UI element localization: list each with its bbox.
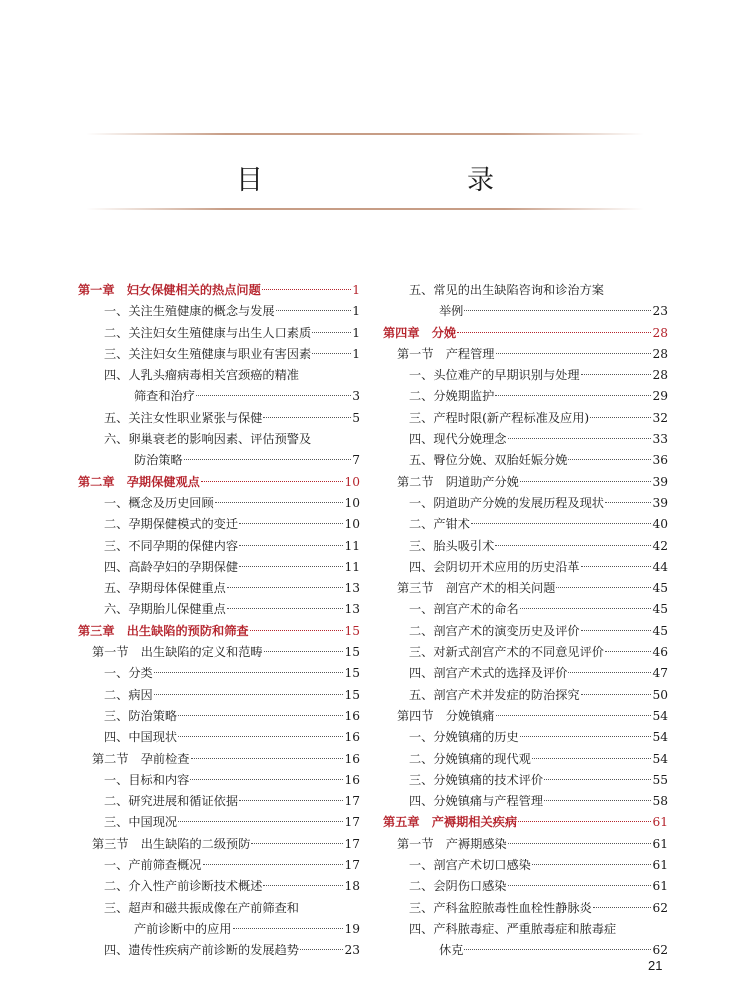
toc-leader-dots [568, 459, 651, 460]
toc-item-continuation[interactable] [383, 301, 668, 322]
toc-entry-text: 一、头位难产的早期识别与处理 [409, 368, 580, 383]
toc-item-continuation[interactable] [78, 919, 360, 940]
toc-page-number: 17 [344, 794, 360, 809]
toc-page-number: 7 [352, 453, 360, 468]
toc-page-number: 11 [344, 538, 360, 553]
toc-leader-dots [215, 502, 344, 503]
toc-page-number: 17 [344, 815, 360, 830]
toc-entry-text: 举例 [439, 304, 464, 319]
toc-leader-dots [464, 949, 651, 950]
toc-leader-dots [520, 608, 652, 609]
toc-page-number: 44 [652, 559, 668, 574]
toc-section[interactable] [383, 834, 668, 855]
toc-entry-text: 一、阴道助产分娩的发展历程及现状 [409, 495, 604, 510]
toc-item[interactable] [78, 557, 360, 578]
toc-page-number: 54 [652, 708, 668, 723]
toc-leader-dots [312, 353, 351, 354]
toc-leader-dots [191, 758, 344, 759]
toc-leader-dots [457, 332, 651, 333]
toc-entry-text: 四、中国现状 [104, 730, 178, 745]
toc-page-number: 28 [652, 346, 668, 361]
toc-leader-dots [496, 715, 652, 716]
top-rule [86, 133, 644, 135]
toc-page-number: 36 [652, 453, 668, 468]
toc-item[interactable] [383, 514, 668, 535]
toc-leader-dots [590, 417, 651, 418]
toc-entry-text: 第三节 出生缺陷的二级预防 [92, 836, 251, 851]
toc-leader-dots [605, 502, 651, 503]
toc-page-number: 10 [344, 474, 360, 489]
toc-entry-text: 二、剖宫产术的演变历史及评价 [409, 623, 580, 638]
toc-leader-dots [300, 949, 343, 950]
toc-leader-dots [233, 928, 344, 929]
toc-item[interactable] [383, 919, 668, 940]
toc-page-number: 55 [652, 772, 668, 787]
toc-item[interactable] [78, 323, 360, 344]
toc-item[interactable] [383, 557, 668, 578]
toc-leader-dots [239, 800, 343, 801]
toc-page-number: 16 [344, 708, 360, 723]
toc-page-number: 42 [652, 538, 668, 553]
toc-leader-dots [495, 545, 651, 546]
toc-leader-dots [262, 289, 351, 290]
toc-entry-text: 三、超声和磁共振成像在产前筛查和 [104, 900, 299, 915]
toc-page-number: 62 [652, 900, 668, 915]
toc-chapter[interactable] [78, 621, 360, 642]
toc-item[interactable] [78, 812, 360, 833]
toc-item[interactable] [78, 514, 360, 535]
toc-leader-dots [581, 566, 652, 567]
toc-item[interactable] [78, 301, 360, 322]
toc-entry-text: 四、会阴切开术应用的历史沿革 [409, 559, 580, 574]
toc-entry-text: 二、关注妇女生殖健康与出生人口素质 [104, 325, 312, 340]
toc-page-number: 46 [652, 645, 668, 660]
toc-page-number: 54 [652, 730, 668, 745]
toc-item[interactable] [78, 344, 360, 365]
toc-leader-dots [203, 864, 344, 865]
toc-leader-dots [556, 587, 651, 588]
toc-entry-text: 三、胎头吸引术 [409, 538, 495, 553]
toc-leader-dots [263, 417, 351, 418]
toc-item[interactable] [78, 791, 360, 812]
toc-entry-text: 四、现代分娩理念 [409, 432, 507, 447]
toc-section[interactable] [383, 706, 668, 727]
toc-page-number: 23 [652, 304, 668, 319]
toc-leader-dots [276, 310, 352, 311]
toc-entry-text: 五、孕期母体保健重点 [104, 581, 226, 596]
toc-leader-dots [464, 310, 651, 311]
toc-item[interactable] [78, 685, 360, 706]
toc-page-number: 18 [344, 879, 360, 894]
toc-leader-dots [532, 758, 652, 759]
toc-entry-text: 第一节 产褥期感染 [397, 836, 507, 851]
toc-page-number: 13 [344, 602, 360, 617]
page-number: 21 [648, 958, 663, 973]
toc-page-number: 1 [352, 283, 360, 297]
toc-entry-text: 二、产钳术 [409, 517, 470, 532]
toc-entry-text: 产前诊断中的应用 [134, 921, 232, 936]
toc-item[interactable] [383, 855, 668, 876]
toc-leader-dots [184, 459, 351, 460]
toc-page-number: 1 [352, 325, 360, 340]
toc-entry-text: 四、剖宫产术式的选择及评价 [409, 666, 568, 681]
toc-leader-dots [544, 779, 651, 780]
toc-leader-dots [178, 715, 343, 716]
toc-leader-dots [520, 481, 652, 482]
toc-page-number: 32 [652, 410, 668, 425]
toc-item[interactable] [383, 280, 668, 301]
toc-page-number: 62 [652, 943, 668, 958]
toc-item[interactable] [383, 386, 668, 407]
toc-leader-dots [495, 395, 651, 396]
toc-leader-dots [251, 843, 343, 844]
toc-entry-text: 第一章 妇女保健相关的热点问题 [78, 283, 261, 297]
toc-entry-text: 二、分娩镇痛的现代观 [409, 751, 531, 766]
toc-entry-text: 一、分娩镇痛的历史 [409, 730, 519, 745]
toc-entry-text: 四、人乳头瘤病毒相关宫颈癌的精准 [104, 368, 299, 383]
toc-item-continuation[interactable] [78, 386, 360, 407]
toc-item[interactable] [78, 855, 360, 876]
toc-entry-text: 筛查和治疗 [134, 389, 195, 404]
toc-item[interactable] [383, 408, 668, 429]
toc-page-number: 19 [344, 921, 360, 936]
toc-entry-text: 三、产程时限(新产程标准及应用) [409, 410, 590, 425]
toc-item-continuation[interactable] [78, 450, 360, 471]
toc-left-column [78, 280, 360, 962]
toc-entry-text: 一、目标和内容 [104, 772, 190, 787]
toc-item[interactable] [383, 770, 668, 791]
toc-entry-text: 三、不同孕期的保健内容 [104, 538, 239, 553]
toc-leader-dots [178, 821, 343, 822]
toc-item[interactable] [383, 621, 668, 642]
toc-entry-text: 二、研究进展和循证依据 [104, 794, 239, 809]
toc-page-number: 17 [344, 836, 360, 851]
toc-item[interactable] [78, 365, 360, 386]
toc-entry-text: 二、会阴伤口感染 [409, 879, 507, 894]
toc-page-number: 10 [344, 517, 360, 532]
toc-page-number: 1 [352, 346, 360, 361]
toc-entry-text: 休克 [439, 943, 464, 958]
toc-page-number: 15 [344, 623, 360, 638]
toc-page-number: 45 [652, 623, 668, 638]
toc-leader-dots [154, 694, 344, 695]
toc-page-number: 13 [344, 581, 360, 596]
toc-page-number: 16 [344, 751, 360, 766]
toc-entry-text: 第二章 孕期保健观点 [78, 474, 200, 489]
toc-section[interactable] [78, 749, 360, 770]
toc-page-number: 29 [652, 389, 668, 404]
toc-page-number: 54 [652, 751, 668, 766]
toc-entry-text: 三、分娩镇痛的技术评价 [409, 772, 544, 787]
toc-page-number: 33 [652, 432, 668, 447]
toc-page-number: 15 [344, 666, 360, 681]
toc-entry-text: 二、分娩期监护 [409, 389, 495, 404]
toc-entry-text: 第二节 孕前检查 [92, 751, 190, 766]
toc-entry-text: 六、卵巢衰老的影响因素、评估预警及 [104, 432, 312, 447]
toc-item[interactable] [383, 599, 668, 620]
toc-leader-dots [518, 821, 651, 822]
toc-page-number: 61 [652, 879, 668, 894]
toc-entry-text: 三、关注妇女生殖健康与职业有害因素 [104, 346, 312, 361]
toc-item[interactable] [383, 876, 668, 897]
toc-leader-dots [581, 630, 652, 631]
toc-page-number: 5 [352, 410, 360, 425]
toc-item[interactable] [78, 599, 360, 620]
toc-entry-text: 三、对新式剖宫产术的不同意见评价 [409, 645, 604, 660]
toc-leader-dots [581, 694, 652, 695]
toc-leader-dots [201, 481, 344, 482]
toc-page-number: 15 [344, 645, 360, 660]
toc-entry-text: 第二节 阴道助产分娩 [397, 474, 519, 489]
bottom-rule [86, 208, 644, 210]
toc-item[interactable] [78, 578, 360, 599]
toc-entry-text: 四、分娩镇痛与产程管理 [409, 794, 544, 809]
toc-leader-dots [227, 608, 344, 609]
toc-item[interactable] [78, 663, 360, 684]
toc-page-number: 40 [652, 517, 668, 532]
toc-page-number: 3 [352, 389, 360, 404]
toc-page-number: 39 [652, 495, 668, 510]
toc-leader-dots [178, 736, 343, 737]
toc-leader-dots [263, 885, 343, 886]
toc-page-number: 47 [652, 666, 668, 681]
toc-page-number: 1 [352, 304, 360, 319]
toc-page-number: 45 [652, 581, 668, 596]
toc-leader-dots [496, 353, 652, 354]
toc-right-column [383, 280, 668, 962]
toc-section[interactable] [78, 642, 360, 663]
toc-item[interactable] [78, 493, 360, 514]
toc-entry-text: 三、防治策略 [104, 708, 178, 723]
toc-page-number: 11 [344, 559, 360, 574]
toc-item[interactable] [78, 408, 360, 429]
toc-leader-dots [239, 545, 343, 546]
toc-section[interactable] [78, 834, 360, 855]
toc-section[interactable] [383, 472, 668, 493]
toc-page-number: 23 [344, 943, 360, 958]
toc-chapter[interactable] [383, 812, 668, 833]
toc-leader-dots [312, 332, 351, 333]
toc-leader-dots [544, 800, 651, 801]
toc-entry-text: 五、常见的出生缺陷咨询和诊治方案 [409, 283, 604, 297]
toc-page-number: 28 [652, 325, 668, 340]
toc-page-number: 50 [652, 687, 668, 702]
toc-page-number: 61 [652, 836, 668, 851]
toc-leader-dots [508, 843, 652, 844]
toc-item[interactable] [383, 429, 668, 450]
toc-page-number: 61 [652, 815, 668, 830]
toc-item[interactable] [383, 365, 668, 386]
toc-chapter[interactable] [78, 472, 360, 493]
toc-leader-dots [196, 395, 351, 396]
toc-leader-dots [250, 630, 344, 631]
toc-leader-dots [508, 885, 652, 886]
toc-entry-text: 第五章 产褥期相关疾病 [383, 815, 518, 830]
toc-entry-text: 一、剖宫产术切口感染 [409, 858, 531, 873]
toc-item[interactable] [383, 536, 668, 557]
toc-chapter[interactable] [383, 323, 668, 344]
toc-item-continuation[interactable] [383, 940, 668, 961]
toc-leader-dots [264, 651, 344, 652]
toc-item[interactable] [78, 429, 360, 450]
toc-item[interactable] [78, 536, 360, 557]
toc-item[interactable] [383, 450, 668, 471]
toc-leader-dots [227, 587, 344, 588]
toc-entry-text: 第三章 出生缺陷的预防和筛查 [78, 623, 249, 638]
toc-page-number: 61 [652, 858, 668, 873]
toc-entry-text: 三、中国现况 [104, 815, 178, 830]
toc-entry-text: 第四章 分娩 [383, 325, 457, 340]
toc-leader-dots [471, 523, 652, 524]
toc-entry-text: 四、高龄孕妇的孕期保健 [104, 559, 239, 574]
toc-entry-text: 五、臀位分娩、双胎妊娠分娩 [409, 453, 568, 468]
toc-entry-text: 第一节 产程管理 [397, 346, 495, 361]
toc-entry-text: 第三节 剖宫产术的相关问题 [397, 581, 556, 596]
toc-item[interactable] [78, 770, 360, 791]
toc-entry-text: 二、介入性产前诊断技术概述 [104, 879, 263, 894]
toc-item[interactable] [383, 642, 668, 663]
toc-item[interactable] [78, 940, 360, 961]
toc-leader-dots [190, 779, 343, 780]
toc-leader-dots [239, 566, 343, 567]
toc-page-number: 16 [344, 772, 360, 787]
toc-item[interactable] [383, 749, 668, 770]
toc-item[interactable] [78, 898, 360, 919]
toc-item[interactable] [383, 898, 668, 919]
toc-entry-text: 五、剖宫产术并发症的防治探究 [409, 687, 580, 702]
toc-leader-dots [593, 907, 652, 908]
toc-item[interactable] [383, 493, 668, 514]
toc-item[interactable] [383, 663, 668, 684]
toc-item[interactable] [383, 791, 668, 812]
toc-leader-dots [605, 651, 651, 652]
toc-page-number: 45 [652, 602, 668, 617]
toc-entry-text: 四、遗传性疾病产前诊断的发展趋势 [104, 943, 299, 958]
toc-leader-dots [581, 374, 652, 375]
toc-entry-text: 一、概念及历史回顾 [104, 495, 214, 510]
toc-page-number: 39 [652, 474, 668, 489]
toc-entry-text: 一、分类 [104, 666, 153, 681]
toc-entry-text: 第四节 分娩镇痛 [397, 708, 495, 723]
toc-entry-text: 二、病因 [104, 687, 153, 702]
toc-item[interactable] [78, 876, 360, 897]
toc-entry-text: 第一节 出生缺陷的定义和范畴 [92, 645, 263, 660]
toc-entry-text: 一、关注生殖健康的概念与发展 [104, 304, 275, 319]
toc-chapter[interactable] [78, 280, 360, 301]
toc-entry-text: 二、孕期保健模式的变迁 [104, 517, 239, 532]
page-title: 目 录 [236, 165, 544, 196]
toc-leader-dots [508, 438, 652, 439]
toc-page-number: 15 [344, 687, 360, 702]
toc-item[interactable] [383, 727, 668, 748]
toc-entry-text: 防治策略 [134, 453, 183, 468]
toc-page-number: 10 [344, 495, 360, 510]
toc-item[interactable] [383, 685, 668, 706]
toc-entry-text: 四、产科脓毒症、严重脓毒症和脓毒症 [409, 921, 617, 936]
toc-page-number: 16 [344, 730, 360, 745]
toc-item[interactable] [78, 727, 360, 748]
toc-leader-dots [520, 736, 652, 737]
toc-leader-dots [154, 672, 344, 673]
toc-section[interactable] [383, 578, 668, 599]
toc-item[interactable] [78, 706, 360, 727]
toc-page-number: 58 [652, 794, 668, 809]
toc-entry-text: 三、产科盆腔脓毒性血栓性静脉炎 [409, 900, 592, 915]
toc-entry-text: 一、产前筛查概况 [104, 858, 202, 873]
toc-entry-text: 六、孕期胎儿保健重点 [104, 602, 226, 617]
toc-entry-text: 五、关注女性职业紧张与保健 [104, 410, 263, 425]
toc-entry-text: 一、剖宫产术的命名 [409, 602, 519, 617]
toc-page-number: 28 [652, 368, 668, 383]
toc-leader-dots [239, 523, 343, 524]
toc-leader-dots [568, 672, 651, 673]
toc-leader-dots [532, 864, 652, 865]
toc-section[interactable] [383, 344, 668, 365]
toc-page-number: 17 [344, 858, 360, 873]
